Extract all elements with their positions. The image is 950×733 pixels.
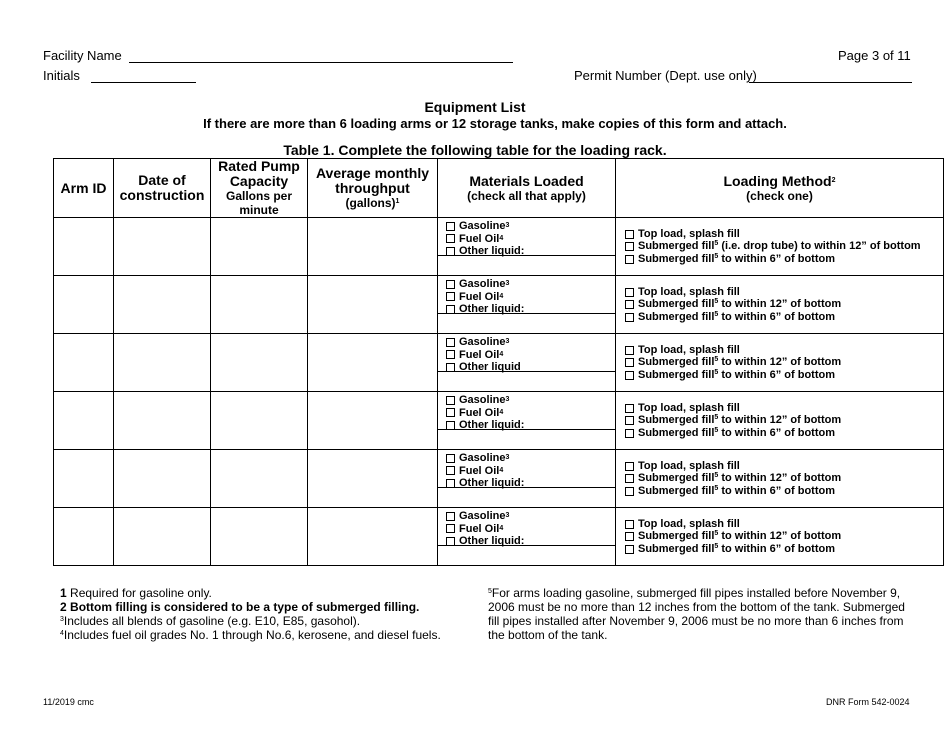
other-liquid-line[interactable] <box>438 255 615 256</box>
table-row <box>54 450 944 508</box>
material-option[interactable]: Fuel Oil 4 <box>446 349 521 362</box>
method-option[interactable] <box>625 530 943 543</box>
col-loading-method: Loading Method$^2$ (check one) <box>616 159 944 218</box>
method-label: Submerged fill$^5$ (i.e. drop tube) to within 12” of bottom <box>638 240 921 253</box>
method-option[interactable] <box>625 402 943 415</box>
method-option[interactable] <box>625 543 943 556</box>
date-cell[interactable] <box>114 334 211 392</box>
checkbox[interactable] <box>446 466 455 475</box>
other-liquid-line[interactable] <box>438 487 615 488</box>
method-label: Submerged fill$^5$ to within 12” of bottom <box>638 356 842 369</box>
method-option[interactable] <box>625 518 943 531</box>
loading-method-cell <box>616 392 944 450</box>
checkbox[interactable] <box>446 222 455 231</box>
checkbox[interactable] <box>446 396 455 405</box>
material-option[interactable]: Fuel Oil 4 <box>446 465 524 478</box>
col-materials-hint: (check all that apply) <box>467 188 586 203</box>
checkbox[interactable] <box>625 358 634 367</box>
checkbox[interactable] <box>625 520 634 529</box>
footnote-2: 2 Bottom filling is considered to be a type of submerged filling. <box>60 600 420 614</box>
loading-method-cell <box>616 334 944 392</box>
date-cell[interactable] <box>114 392 211 450</box>
method-option[interactable] <box>625 460 943 473</box>
method-option[interactable] <box>625 369 943 382</box>
method-label: Submerged fill$^5$ to within 12” of bottom <box>638 530 842 543</box>
date-cell[interactable] <box>114 450 211 508</box>
table-row <box>54 276 944 334</box>
table-row <box>54 508 944 566</box>
loading-rack-table <box>53 158 944 566</box>
material-label: Fuel Oil <box>459 464 500 477</box>
material-option[interactable]: Fuel Oil 4 <box>446 523 524 536</box>
checkbox[interactable] <box>446 524 455 533</box>
method-label: Top load, splash fill <box>638 285 740 298</box>
throughput-cell[interactable] <box>308 218 438 276</box>
method-option[interactable] <box>625 240 943 253</box>
checkbox[interactable] <box>625 532 634 541</box>
material-label: Other liquid: <box>459 477 525 489</box>
facility-name-label: Facility Name <box>43 48 122 63</box>
col-materials-loaded: Materials Loaded (check all that apply) <box>438 159 616 218</box>
method-label: Top load, splash fill <box>638 343 740 356</box>
initials-label: Initials <box>43 68 80 83</box>
method-label: Submerged fill$^5$ to within 6” of bottom <box>638 310 836 323</box>
table-row <box>54 392 944 450</box>
checkbox[interactable] <box>625 404 634 413</box>
method-label: Submerged fill$^5$ to within 6” of bottom <box>638 368 836 381</box>
arm-id-cell[interactable] <box>54 508 114 566</box>
material-option[interactable]: Fuel Oil 4 <box>446 291 524 304</box>
page-subtitle: If there are more than 6 loading arms or 12 storage tanks, make copies of this form and attach. <box>203 116 787 131</box>
col-pump-units: Gallons per minute <box>225 189 293 217</box>
method-label: Top load, splash fill <box>638 227 740 240</box>
col-avg-units: (gallons)$^1$ <box>345 196 400 210</box>
throughput-cell[interactable] <box>308 450 438 508</box>
material-option[interactable]: Gasoline 3 <box>446 510 524 523</box>
pump-capacity-cell[interactable] <box>211 276 308 334</box>
material-label: Gasoline <box>459 220 506 232</box>
material-label: Fuel Oil <box>459 406 500 419</box>
method-label: Submerged fill$^5$ to within 12” of bottom <box>638 298 842 311</box>
date-cell[interactable] <box>114 218 211 276</box>
method-label: Submerged fill$^5$ to within 6” of bottom <box>638 484 836 497</box>
pump-capacity-cell[interactable] <box>211 334 308 392</box>
footnote-1: 1 Required for gasoline only. <box>60 586 212 600</box>
loading-method-cell <box>616 218 944 276</box>
arm-id-cell[interactable] <box>54 450 114 508</box>
material-label: Other liquid: <box>459 535 525 547</box>
loading-method-cell <box>616 508 944 566</box>
arm-id-cell[interactable] <box>54 276 114 334</box>
throughput-cell[interactable] <box>308 508 438 566</box>
checkbox[interactable] <box>446 512 455 521</box>
checkbox[interactable] <box>625 288 634 297</box>
checkbox[interactable] <box>625 487 634 496</box>
material-label: Other liquid: <box>459 303 525 315</box>
page-title: Equipment List <box>424 99 526 115</box>
checkbox[interactable] <box>446 408 455 417</box>
permit-number-label: Permit Number (Dept. use only) <box>574 68 757 83</box>
throughput-cell[interactable] <box>308 276 438 334</box>
other-liquid-line[interactable] <box>438 313 615 314</box>
checkbox[interactable] <box>625 242 634 251</box>
method-label: Submerged fill$^5$ to within 6” of bottom <box>638 252 836 265</box>
material-label: Gasoline <box>459 394 506 406</box>
arm-id-cell[interactable] <box>54 218 114 276</box>
method-option[interactable] <box>625 253 943 266</box>
material-option[interactable]: Gasoline 3 <box>446 336 521 349</box>
pump-capacity-cell[interactable] <box>211 450 308 508</box>
material-label: Fuel Oil <box>459 522 500 535</box>
materials-cell <box>438 334 616 392</box>
col-date-of-construction: Date of construction <box>114 159 211 218</box>
material-label: Gasoline <box>459 278 506 290</box>
method-option[interactable] <box>625 311 943 324</box>
method-label: Top load, splash fill <box>638 459 740 472</box>
method-label: Submerged fill$^5$ to within 6” of bottom <box>638 542 836 555</box>
method-option[interactable] <box>625 228 943 241</box>
material-label: Gasoline <box>459 336 506 348</box>
material-label: Other liquid: <box>459 419 525 431</box>
date-cell[interactable] <box>114 508 211 566</box>
pump-capacity-cell[interactable] <box>211 392 308 450</box>
checkbox[interactable] <box>625 300 634 309</box>
method-label: Submerged fill$^5$ to within 12” of bottom <box>638 414 842 427</box>
facility-name-field[interactable] <box>129 62 513 63</box>
materials-cell <box>438 450 616 508</box>
method-option[interactable] <box>625 414 943 427</box>
checkbox[interactable] <box>625 429 634 438</box>
arm-id-cell[interactable] <box>54 334 114 392</box>
checkbox[interactable] <box>625 255 634 264</box>
materials-cell <box>438 392 616 450</box>
material-label: Other liquid: <box>459 245 525 257</box>
material-label: Fuel Oil <box>459 232 500 245</box>
checkbox[interactable] <box>446 292 455 301</box>
table-header-row <box>54 159 944 218</box>
method-option[interactable] <box>625 472 943 485</box>
material-label: Gasoline <box>459 452 506 464</box>
footnote-4: $^4$Includes fuel oil grades No. 1 through No.6, kerosene, and diesel fuels. <box>60 628 441 642</box>
method-option[interactable] <box>625 286 943 299</box>
method-option[interactable] <box>625 298 943 311</box>
table-row <box>54 334 944 392</box>
pump-capacity-cell[interactable] <box>211 508 308 566</box>
page-number: Page 3 of 11 <box>838 48 911 63</box>
checkbox[interactable] <box>446 280 455 289</box>
col-method-hint: (check one) <box>746 188 813 203</box>
method-label: Top load, splash fill <box>638 401 740 414</box>
throughput-cell[interactable] <box>308 392 438 450</box>
checkbox[interactable] <box>446 454 455 463</box>
col-average-monthly-throughput: Average monthly throughput (gallons)$^1$ <box>308 159 438 218</box>
checkbox[interactable] <box>625 371 634 380</box>
method-option[interactable] <box>625 356 943 369</box>
other-liquid-line[interactable] <box>438 429 615 430</box>
date-cell[interactable] <box>114 276 211 334</box>
footnote-5: $^5$For arms loading gasoline, submerged fill pipes installed before November 9, 2006 must be no more than 12 inches from the bottom of the tank. Submerged fill pipes installed after November 9, 2006 must be no more than 6 inches from the bottom of the tank. <box>488 586 905 642</box>
material-option[interactable]: Gasoline 3 <box>446 394 524 407</box>
material-label: Fuel Oil <box>459 348 500 361</box>
materials-cell <box>438 218 616 276</box>
col-rated-pump-capacity: Rated Pump Capacity Gallons per minute <box>211 159 308 218</box>
footer-revision: 11/2019 cmc <box>43 697 94 707</box>
method-label: Submerged fill$^5$ to within 6” of bottom <box>638 426 836 439</box>
material-label: Other liquid <box>459 361 521 373</box>
permit-number-field[interactable] <box>749 82 912 83</box>
checkbox[interactable] <box>446 234 455 243</box>
footer-form-number: DNR Form 542-0024 <box>826 697 910 707</box>
arm-id-cell[interactable] <box>54 392 114 450</box>
material-option[interactable]: Fuel Oil 4 <box>446 407 524 420</box>
other-liquid-line[interactable] <box>438 371 615 372</box>
checkbox[interactable] <box>446 338 455 347</box>
checkbox[interactable] <box>625 474 634 483</box>
pump-capacity-cell[interactable] <box>211 218 308 276</box>
method-label: Submerged fill$^5$ to within 12” of bottom <box>638 472 842 485</box>
material-option[interactable]: Gasoline 3 <box>446 278 524 291</box>
loading-method-cell <box>616 276 944 334</box>
method-option[interactable] <box>625 427 943 440</box>
checkbox[interactable] <box>446 350 455 359</box>
materials-cell <box>438 508 616 566</box>
loading-method-cell <box>616 450 944 508</box>
checkbox[interactable] <box>625 462 634 471</box>
throughput-cell[interactable] <box>308 334 438 392</box>
method-option[interactable] <box>625 485 943 498</box>
method-option[interactable] <box>625 344 943 357</box>
other-liquid-line[interactable] <box>438 545 615 546</box>
col-arm-id: Arm ID <box>54 159 114 218</box>
material-label: Gasoline <box>459 510 506 522</box>
checkbox[interactable] <box>625 416 634 425</box>
checkbox[interactable] <box>625 230 634 239</box>
material-option[interactable]: Gasoline 3 <box>446 220 524 233</box>
initials-field[interactable] <box>91 82 196 83</box>
checkbox[interactable] <box>625 313 634 322</box>
checkbox[interactable] <box>625 545 634 554</box>
material-label: Fuel Oil <box>459 290 500 303</box>
materials-cell <box>438 276 616 334</box>
table-row <box>54 218 944 276</box>
table-caption: Table 1. Complete the following table for the loading rack. <box>283 142 667 158</box>
method-label: Top load, splash fill <box>638 517 740 530</box>
material-option[interactable]: Fuel Oil 4 <box>446 233 524 246</box>
material-option[interactable]: Gasoline 3 <box>446 452 524 465</box>
checkbox[interactable] <box>625 346 634 355</box>
footnote-3: $^3$Includes all blends of gasoline (e.g. E10, E85, gasohol). <box>60 614 361 628</box>
